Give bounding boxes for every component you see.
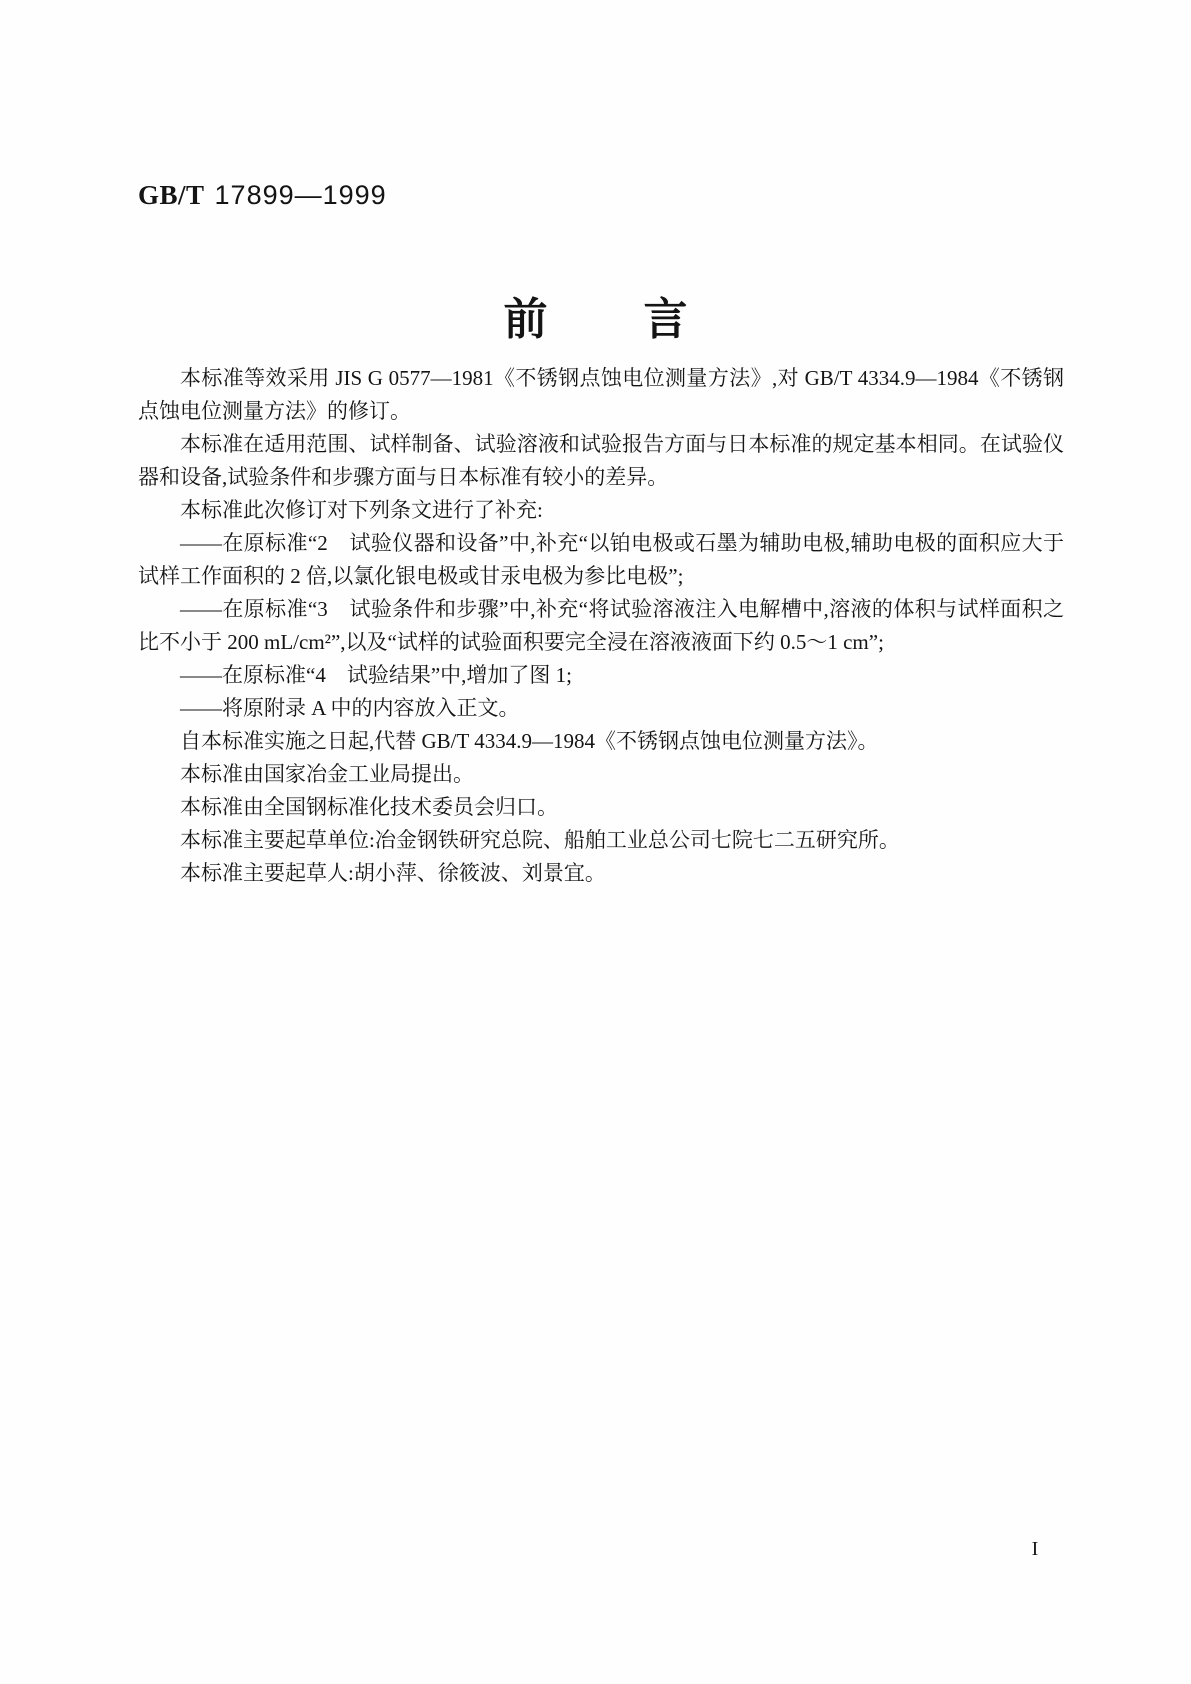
- paragraph: 本标准此次修订对下列条文进行了补充:: [180, 498, 543, 522]
- paragraph: 本标准主要起草单位:冶金钢铁研究总院、船舶工业总公司七院七二五研究所。: [180, 828, 900, 852]
- page-title: [0, 296, 1191, 344]
- paragraph: 本标准在适用范围、试样制备、试验溶液和试验报告方面与日本标准的规定基本相同。在试验仪器和设备,试验条件和步骤方面与日本标准有较小的差异。: [138, 432, 1064, 489]
- paragraph: ——在原标准“4 试验结果”中,增加了图 1;: [180, 663, 572, 687]
- title-char-second: 言: [643, 295, 688, 344]
- foreword-body: [138, 362, 1064, 890]
- paragraph: 本标准由全国钢标准化技术委员会归口。: [180, 795, 558, 819]
- paragraph: ——在原标准“2 试验仪器和设备”中,补充“以铂电极或石墨为辅助电极,辅助电极的面积应大于试样工作面积的 2 倍,以氯化银电极或甘汞电极为参比电极”;: [138, 531, 1064, 588]
- standard-code: GB/T: [138, 180, 205, 210]
- paragraph: 本标准等效采用 JIS G 0577—1981《不锈钢点蚀电位测量方法》,对 GB/T 4334.9—1984《不锈钢点蚀电位测量方法》的修订。: [138, 366, 1064, 423]
- page-number: I: [1031, 1538, 1039, 1560]
- standard-year-number: 17899—1999: [214, 180, 387, 210]
- paragraph: 本标准主要起草人:胡小萍、徐筱波、刘景宜。: [180, 861, 606, 885]
- standard-number-header: [138, 180, 387, 211]
- paragraph: ——将原附录 A 中的内容放入正文。: [180, 696, 520, 720]
- paragraph: 自本标准实施之日起,代替 GB/T 4334.9—1984《不锈钢点蚀电位测量方法》。: [180, 729, 879, 753]
- title-char-first: 前: [503, 295, 548, 344]
- paragraph: ——在原标准“3 试验条件和步骤”中,补充“将试验溶液注入电解槽中,溶液的体积与试样面积之比不小于 200 mL/cm²”,以及“试样的试验面积要完全浸在溶液液面下约 0.5～1 cm”;: [138, 597, 1064, 654]
- paragraph: 本标准由国家冶金工业局提出。: [180, 762, 474, 786]
